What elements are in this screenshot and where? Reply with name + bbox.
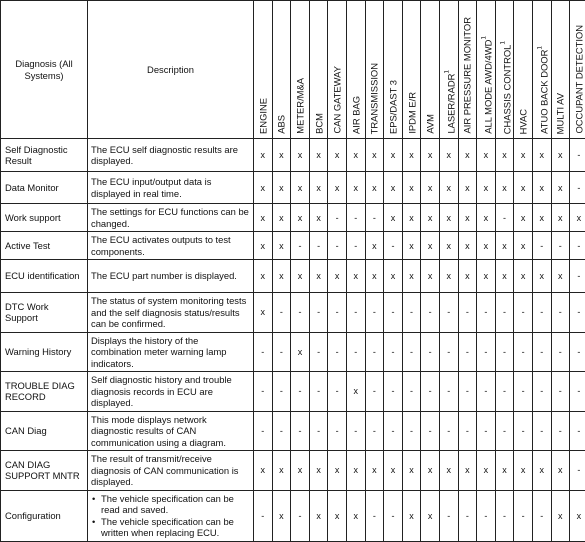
support-mark: - — [477, 372, 496, 412]
support-mark: - — [458, 372, 477, 412]
support-mark: - — [477, 411, 496, 451]
header-system — [439, 1, 458, 139]
support-mark: - — [477, 293, 496, 333]
support-mark: - — [570, 293, 585, 333]
table-row — [1, 232, 585, 260]
support-mark: x — [551, 260, 570, 293]
support-mark: - — [291, 490, 310, 541]
support-mark: - — [365, 411, 384, 451]
system-label: ABS — [276, 115, 287, 134]
support-mark: x — [477, 451, 496, 491]
support-mark: - — [346, 332, 365, 372]
support-mark: x — [402, 451, 421, 491]
diagnosis-cell: ECU identification — [1, 260, 88, 293]
support-mark: - — [570, 139, 585, 172]
support-mark: x — [365, 139, 384, 172]
support-mark: - — [570, 451, 585, 491]
description-cell: The ECU part number is displayed. — [88, 260, 254, 293]
support-mark: x — [346, 139, 365, 172]
support-mark: x — [421, 451, 440, 491]
support-mark: x — [384, 172, 403, 204]
support-mark: - — [439, 293, 458, 333]
system-label: ATUO BACK DOOR$^1$ — [534, 46, 549, 134]
system-label: LASER/RADR$^1$ — [441, 70, 456, 134]
support-mark: x — [439, 232, 458, 260]
support-mark: x — [477, 172, 496, 204]
support-mark: - — [384, 232, 403, 260]
header-system — [495, 1, 514, 139]
support-mark: x — [309, 490, 328, 541]
support-mark: x — [328, 490, 347, 541]
footnote-marker: 1 — [536, 46, 543, 50]
support-mark: - — [328, 332, 347, 372]
description-cell: The settings for ECU functions can be changed. — [88, 204, 254, 232]
support-mark: x — [272, 139, 291, 172]
support-mark: x — [421, 232, 440, 260]
support-mark: - — [458, 411, 477, 451]
system-label: BCM — [313, 113, 324, 134]
support-mark: x — [514, 172, 533, 204]
support-mark: x — [402, 172, 421, 204]
support-mark: - — [291, 293, 310, 333]
support-mark: x — [328, 172, 347, 204]
support-mark: - — [421, 411, 440, 451]
support-mark: - — [532, 332, 551, 372]
header-system — [477, 1, 496, 139]
support-mark: x — [291, 451, 310, 491]
support-mark: - — [291, 232, 310, 260]
table-row — [1, 293, 585, 333]
support-mark: x — [551, 490, 570, 541]
description-item: • The vehicle specification can be read and saved. — [101, 493, 250, 516]
support-mark: x — [272, 451, 291, 491]
support-mark: x — [365, 451, 384, 491]
system-label: OCCUPANT DETECTION — [573, 25, 584, 134]
description-cell: The result of transmit/receive diagnosis of CAN communication is displayed. — [88, 451, 254, 491]
support-mark: x — [421, 260, 440, 293]
support-mark: - — [514, 411, 533, 451]
table-header-row — [1, 1, 585, 139]
diagnosis-cell: Data Monitor — [1, 172, 88, 204]
diagnosis-cell: DTC Work Support — [1, 293, 88, 333]
description-cell: The status of system monitoring tests and the self diagnosis status/results can be confirmed. — [88, 293, 254, 333]
system-label: CHASSIS CONTROL$^1$ — [497, 41, 512, 134]
support-mark: - — [570, 260, 585, 293]
support-mark: x — [439, 204, 458, 232]
support-mark: - — [272, 332, 291, 372]
diagnosis-cell: Warning History — [1, 332, 88, 372]
support-mark: - — [365, 293, 384, 333]
support-mark: x — [328, 139, 347, 172]
support-mark: - — [402, 372, 421, 412]
support-mark: x — [551, 172, 570, 204]
table-row — [1, 372, 585, 412]
support-mark: x — [254, 204, 273, 232]
support-mark: - — [291, 372, 310, 412]
header-system — [570, 1, 585, 139]
support-mark: x — [477, 139, 496, 172]
support-mark: x — [254, 232, 273, 260]
support-mark: - — [421, 372, 440, 412]
table-row — [1, 172, 585, 204]
support-mark: - — [439, 372, 458, 412]
support-mark: x — [495, 172, 514, 204]
support-mark: - — [384, 293, 403, 333]
diagnosis-cell: CAN DIAG SUPPORT MNTR — [1, 451, 88, 491]
diagnosis-cell: Self Diagnostic Result — [1, 139, 88, 172]
support-mark: x — [384, 260, 403, 293]
support-mark: - — [551, 372, 570, 412]
support-mark: x — [514, 232, 533, 260]
support-mark: - — [346, 411, 365, 451]
support-mark: x — [365, 260, 384, 293]
footnote-marker: 1 — [499, 41, 506, 45]
support-mark: x — [532, 172, 551, 204]
diagnosis-cell: TROUBLE DIAG RECORD — [1, 372, 88, 412]
header-system — [458, 1, 477, 139]
support-mark: - — [402, 411, 421, 451]
support-mark: x — [309, 139, 328, 172]
support-mark: - — [532, 490, 551, 541]
header-system — [291, 1, 310, 139]
support-mark: - — [421, 332, 440, 372]
support-mark: x — [458, 139, 477, 172]
support-mark: - — [458, 293, 477, 333]
support-mark: - — [365, 332, 384, 372]
support-mark: - — [532, 411, 551, 451]
support-mark: x — [254, 293, 273, 333]
support-mark: - — [495, 490, 514, 541]
support-mark: - — [570, 411, 585, 451]
header-system — [384, 1, 403, 139]
support-mark: x — [495, 260, 514, 293]
table-row — [1, 411, 585, 451]
header-system — [346, 1, 365, 139]
support-mark: x — [477, 232, 496, 260]
header-system — [421, 1, 440, 139]
header-description: Description — [88, 1, 254, 139]
support-mark: x — [532, 139, 551, 172]
support-mark: x — [384, 451, 403, 491]
support-mark: x — [384, 139, 403, 172]
support-mark: - — [421, 293, 440, 333]
system-label: AIR PRESSURE MONITOR — [462, 17, 473, 134]
system-label: ALL MODE AWD/$4WD^1$ — [478, 36, 493, 134]
support-mark: x — [402, 490, 421, 541]
system-label: MULTI AV — [555, 93, 566, 134]
support-mark: - — [309, 232, 328, 260]
system-label: AVM — [425, 114, 436, 134]
support-mark: x — [421, 172, 440, 204]
support-mark: - — [291, 411, 310, 451]
support-mark: - — [570, 172, 585, 204]
header-system — [254, 1, 273, 139]
support-mark: - — [551, 232, 570, 260]
support-mark: - — [254, 332, 273, 372]
support-mark: x — [254, 260, 273, 293]
support-mark: x — [458, 232, 477, 260]
support-mark: x — [328, 260, 347, 293]
support-mark: x — [458, 260, 477, 293]
support-mark: x — [291, 260, 310, 293]
support-mark: - — [309, 293, 328, 333]
support-mark: - — [532, 372, 551, 412]
support-mark: - — [570, 232, 585, 260]
support-mark: - — [439, 411, 458, 451]
support-mark: - — [532, 232, 551, 260]
table-row — [1, 204, 585, 232]
support-mark: x — [439, 172, 458, 204]
support-mark: - — [328, 372, 347, 412]
support-mark: x — [514, 139, 533, 172]
header-system — [309, 1, 328, 139]
support-mark: - — [384, 332, 403, 372]
support-mark: x — [439, 260, 458, 293]
support-mark: x — [365, 232, 384, 260]
support-mark: - — [346, 293, 365, 333]
support-mark: - — [384, 490, 403, 541]
header-system — [402, 1, 421, 139]
support-mark: x — [346, 172, 365, 204]
system-label: CAN GATEWAY — [332, 66, 343, 134]
support-mark: - — [439, 490, 458, 541]
header-system — [551, 1, 570, 139]
system-label: TRANSMISSION — [369, 63, 380, 134]
support-mark: x — [495, 139, 514, 172]
support-mark: x — [365, 172, 384, 204]
support-mark: x — [532, 204, 551, 232]
system-label: METER/M&A — [294, 78, 305, 134]
support-mark: x — [421, 204, 440, 232]
support-mark: x — [402, 260, 421, 293]
support-mark: x — [551, 139, 570, 172]
support-mark: x — [346, 490, 365, 541]
header-system — [272, 1, 291, 139]
support-mark: - — [309, 372, 328, 412]
footnote-marker: 1 — [480, 36, 487, 40]
diagnosis-cell: Configuration — [1, 490, 88, 541]
description-cell: This mode displays network diagnostic results of CAN communication using a diagram. — [88, 411, 254, 451]
support-mark: - — [458, 332, 477, 372]
support-mark: x — [272, 260, 291, 293]
support-mark: x — [272, 204, 291, 232]
system-label: EPS/DAST 3 — [387, 80, 398, 134]
support-mark: - — [254, 490, 273, 541]
description-cell: Displays the history of the combination meter warning lamp indicators. — [88, 332, 254, 372]
diagnosis-cell: Work support — [1, 204, 88, 232]
support-mark: - — [514, 332, 533, 372]
support-mark: - — [495, 204, 514, 232]
support-mark: - — [495, 332, 514, 372]
support-mark: - — [439, 332, 458, 372]
header-system — [514, 1, 533, 139]
support-mark: - — [551, 332, 570, 372]
support-mark: - — [365, 204, 384, 232]
support-mark: - — [328, 204, 347, 232]
support-mark: x — [309, 172, 328, 204]
support-mark: x — [402, 204, 421, 232]
table-row — [1, 451, 585, 491]
support-mark: x — [254, 451, 273, 491]
table-row — [1, 139, 585, 172]
header-system — [328, 1, 347, 139]
support-mark: x — [402, 232, 421, 260]
support-mark: x — [439, 451, 458, 491]
support-mark: x — [291, 204, 310, 232]
system-label: AIR BAG — [350, 96, 361, 134]
support-mark: - — [254, 411, 273, 451]
support-mark: x — [291, 172, 310, 204]
support-mark: x — [421, 490, 440, 541]
support-mark: x — [514, 204, 533, 232]
support-mark: x — [291, 332, 310, 372]
support-mark: x — [346, 260, 365, 293]
support-mark: - — [532, 293, 551, 333]
support-mark: x — [254, 172, 273, 204]
support-mark: - — [570, 372, 585, 412]
support-mark: - — [402, 332, 421, 372]
support-mark: - — [551, 411, 570, 451]
support-mark: x — [570, 204, 585, 232]
table-row — [1, 490, 585, 541]
system-label: ENGINE — [257, 98, 268, 134]
support-mark: - — [272, 411, 291, 451]
support-mark: - — [514, 490, 533, 541]
support-mark: - — [495, 411, 514, 451]
support-mark: x — [514, 260, 533, 293]
support-mark: x — [309, 260, 328, 293]
support-mark: - — [551, 293, 570, 333]
support-mark: x — [272, 490, 291, 541]
support-mark: x — [346, 372, 365, 412]
support-mark: x — [532, 260, 551, 293]
support-mark: - — [514, 372, 533, 412]
system-label: HVAC — [518, 109, 529, 134]
description-cell: The ECU input/output data is displayed in real time. — [88, 172, 254, 204]
support-mark: x — [309, 451, 328, 491]
support-mark: x — [254, 139, 273, 172]
support-mark: x — [384, 204, 403, 232]
footnote-marker: 1 — [443, 70, 450, 74]
support-mark: - — [514, 293, 533, 333]
diagnosis-cell: CAN Diag — [1, 411, 88, 451]
support-mark: x — [477, 260, 496, 293]
support-mark: x — [272, 232, 291, 260]
support-mark: - — [384, 411, 403, 451]
support-mark: - — [328, 411, 347, 451]
support-mark: x — [495, 451, 514, 491]
support-mark: - — [346, 204, 365, 232]
support-mark: x — [570, 490, 585, 541]
description-cell — [88, 490, 254, 541]
support-mark: x — [421, 139, 440, 172]
support-mark: x — [291, 139, 310, 172]
table-row — [1, 260, 585, 293]
support-mark: - — [477, 332, 496, 372]
support-mark: x — [439, 139, 458, 172]
support-mark: x — [346, 451, 365, 491]
diagnosis-cell: Active Test — [1, 232, 88, 260]
support-mark: x — [402, 139, 421, 172]
support-mark: - — [309, 411, 328, 451]
header-system — [365, 1, 384, 139]
support-mark: - — [365, 490, 384, 541]
system-label: IPDM E/R — [406, 92, 417, 134]
description-item: • The vehicle specification can be written when replacing ECU. — [101, 516, 250, 539]
support-mark: x — [551, 451, 570, 491]
support-mark: x — [328, 451, 347, 491]
support-mark: x — [458, 204, 477, 232]
table-row — [1, 332, 585, 372]
support-mark: - — [346, 232, 365, 260]
support-mark: x — [272, 172, 291, 204]
description-cell: Self diagnostic history and trouble diagnosis records in ECU are displayed. — [88, 372, 254, 412]
support-mark: - — [495, 293, 514, 333]
support-mark: x — [495, 232, 514, 260]
support-mark: x — [458, 451, 477, 491]
support-mark: x — [477, 204, 496, 232]
support-mark: - — [458, 490, 477, 541]
description-list — [91, 493, 250, 539]
support-mark: x — [458, 172, 477, 204]
support-mark: - — [384, 372, 403, 412]
description-cell: The ECU activates outputs to test components. — [88, 232, 254, 260]
support-mark: - — [495, 372, 514, 412]
support-mark: - — [365, 372, 384, 412]
support-mark: x — [532, 451, 551, 491]
support-mark: - — [328, 293, 347, 333]
support-mark: - — [328, 232, 347, 260]
support-mark: - — [402, 293, 421, 333]
support-mark: - — [570, 332, 585, 372]
support-mark: x — [514, 451, 533, 491]
support-mark: - — [477, 490, 496, 541]
header-system — [532, 1, 551, 139]
description-cell: The ECU self diagnostic results are displayed. — [88, 139, 254, 172]
support-mark: x — [309, 204, 328, 232]
support-mark: - — [272, 372, 291, 412]
support-mark: x — [551, 204, 570, 232]
support-mark: - — [254, 372, 273, 412]
support-mark: - — [272, 293, 291, 333]
support-mark: - — [309, 332, 328, 372]
header-diagnosis: Diagnosis (All Systems) — [1, 1, 88, 139]
